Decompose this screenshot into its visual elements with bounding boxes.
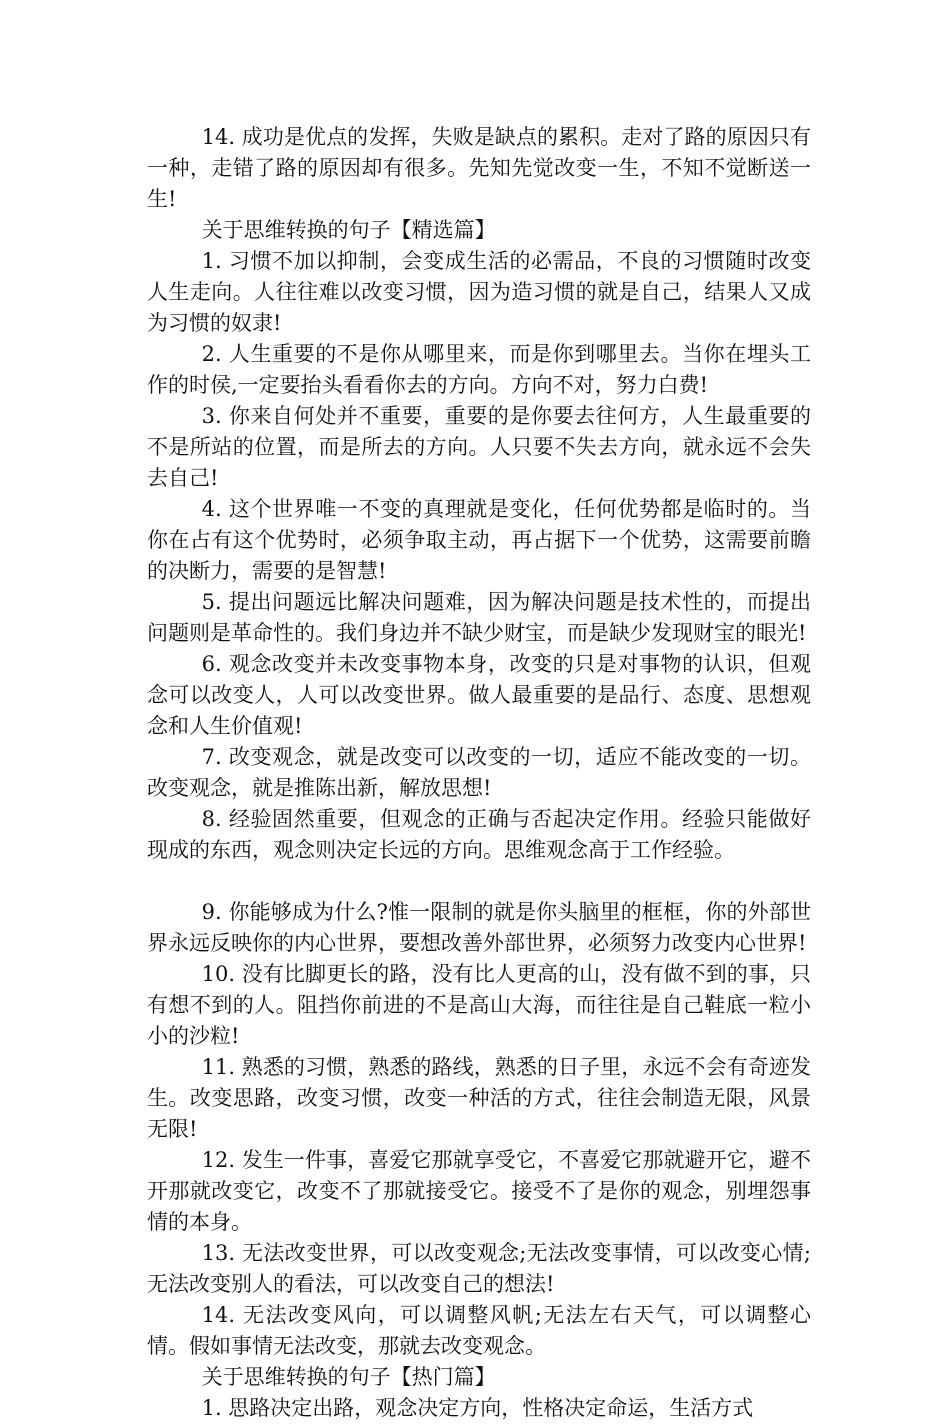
- paragraph-12-accept: 12. 发生一件事，喜爱它那就享受它，不喜爱它那就避开它，避不开那就改变它，改变不了那就接受它。接受不了是你的观念，别埋怨事情的本身。: [147, 1148, 811, 1234]
- paragraph-4-change: 4. 这个世界唯一不变的真理就是变化，任何优势都是临时的。当你在占有这个优势时，必须争取主动，再占据下一个优势，这需要前瞻的决断力，需要的是智慧!: [147, 497, 811, 583]
- paragraph-5-questions: 5. 提出问题远比解决问题难，因为解决问题是技术性的，而提出问题则是革命性的。我们身边并不缺少财宝，而是缺少发现财宝的眼光!: [147, 590, 811, 645]
- paragraph-1-habit: 1. 习惯不加以抑制，会变成生活的必需品，不良的习惯随时改变人生走向。人往往难以改变习惯，因为造习惯的就是自己，结果人又成为习惯的奴隶!: [147, 249, 811, 335]
- paragraph-3-where-to-go: 3. 你来自何处并不重要，重要的是你要去往何方，人生最重要的不是所站的位置，而是所去的方向。人只要不失去方向，就永远不会失去自己!: [147, 404, 811, 490]
- paragraph-1-thinking-path: 1. 思路决定出路，观念决定方向，性格决定命运，生活方式: [201, 1396, 754, 1420]
- paragraph-11-familiar: 11. 熟悉的习惯，熟悉的路线，熟悉的日子里，永远不会有奇迹发生。改变思路，改变习惯，改变一种活的方式，往往会制造无限，风景无限!: [147, 1055, 811, 1141]
- section-heading-selected: 关于思维转换的句子【精选篇】: [201, 218, 496, 242]
- paragraph-9-inner-world: 9. 你能够成为什么?惟一限制的就是你头脑里的框框，你的外部世界永远反映你的内心世界，要想改善外部世界，必须努力改变内心世界!: [147, 900, 811, 955]
- paragraph-13-cannot-change-world: 13. 无法改变世界，可以改变观念;无法改变事情，可以改变心情;无法改变别人的看法，可以改变自己的想法!: [147, 1241, 811, 1296]
- paragraph-gap: [147, 866, 811, 897]
- paragraph-success-failure: 14. 成功是优点的发挥，失败是缺点的累积。走对了路的原因只有一种，走错了路的原因却有很多。先知先觉改变一生，不知不觉断送一生!: [147, 125, 811, 211]
- paragraph-14-wind: 14. 无法改变风向，可以调整风帆;无法左右天气，可以调整心情。假如事情无法改变，那就去改变观念。: [147, 1303, 811, 1358]
- document-page: [147, 122, 811, 1424]
- paragraph-7-change-concepts: 7. 改变观念，就是改变可以改变的一切，适应不能改变的一切。改变观念，就是推陈出新，解放思想!: [147, 745, 811, 800]
- paragraph-8-experience: 8. 经验固然重要，但观念的正确与否起决定作用。经验只能做好现成的东西，观念则决定长远的方向。思维观念高于工作经验。: [147, 807, 811, 862]
- paragraph-2-direction: 2. 人生重要的不是你从哪里来，而是你到哪里去。当你在埋头工作的时侯,一定要抬头看看你去的方向。方向不对，努力白费!: [147, 342, 811, 397]
- paragraph-10-road: 10. 没有比脚更长的路，没有比人更高的山，没有做不到的事，只有想不到的人。阻挡你前进的不是高山大海，而往往是自己鞋底一粒小小的沙粒!: [147, 962, 811, 1048]
- paragraph-6-concepts: 6. 观念改变并未改变事物本身，改变的只是对事物的认识，但观念可以改变人，人可以改变世界。做人最重要的是品行、态度、思想观念和人生价值观!: [147, 652, 811, 738]
- section-heading-popular: 关于思维转换的句子【热门篇】: [201, 1365, 496, 1389]
